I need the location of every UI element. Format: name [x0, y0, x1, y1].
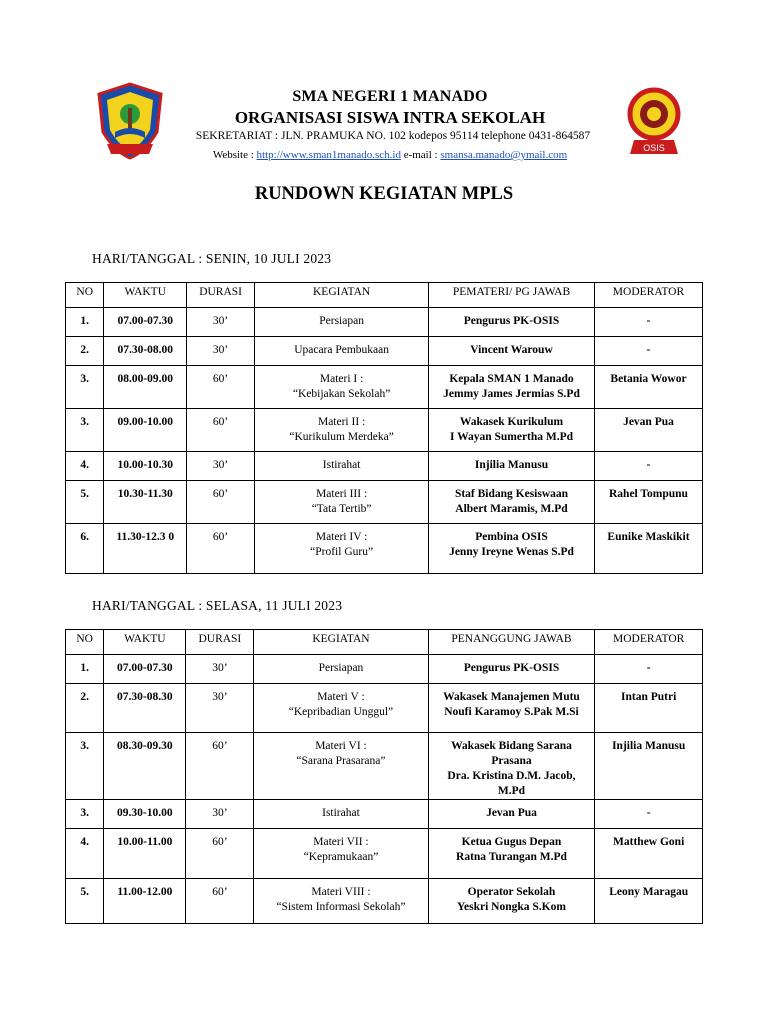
cell-waktu: 10.00-10.30 [104, 452, 187, 481]
cell-kegiatan [255, 308, 429, 337]
cell-waktu: 07.00-07.30 [104, 308, 187, 337]
cell-moderator: Rahel Tompunu [594, 481, 702, 524]
cell-kegiatan-line: Materi VIII : [311, 886, 371, 898]
cell-kegiatan-line: Upacara Pembukaan [294, 344, 390, 356]
cell-kegiatan [255, 481, 429, 524]
cell-pemateri [429, 308, 595, 337]
secretariat-address: SEKRETARIAT : JLN. PRAMUKA NO. 102 kodepos 95114 telephone 0431-864587 [195, 130, 591, 142]
cell-pemateri-line: I Wayan Sumertha M.Pd [449, 431, 574, 443]
cell-pemateri [429, 524, 595, 574]
cell-moderator: Betania Wowor [594, 366, 702, 409]
cell-pemateri [428, 684, 595, 733]
cell-durasi: 60’ [187, 481, 255, 524]
cell-pemateri [429, 366, 595, 409]
day1-rundown-table [65, 282, 703, 574]
table-row [66, 800, 703, 829]
cell-no: 3. [66, 366, 104, 409]
cell-kegiatan-line: “Sistem Informasi Sekolah” [276, 901, 406, 913]
cell-durasi: 30’ [187, 308, 255, 337]
cell-durasi: 60’ [186, 829, 254, 879]
cell-kegiatan-line: Materi IV : [315, 531, 368, 543]
cell-no: 4. [66, 452, 104, 481]
table-row [66, 308, 703, 337]
cell-no: 1. [66, 308, 104, 337]
cell-durasi: 60’ [186, 733, 254, 800]
cell-no: 5. [66, 879, 104, 924]
cell-durasi: 60’ [187, 409, 255, 452]
table-row [66, 655, 703, 684]
cell-kegiatan-line: “Profil Guru” [310, 546, 374, 558]
table-row [66, 366, 703, 409]
cell-waktu: 10.00-11.00 [104, 829, 186, 879]
cell-durasi: 30’ [186, 684, 254, 733]
cell-no: 3. [66, 733, 104, 800]
day2-rundown-table [65, 629, 703, 924]
table-row [66, 684, 703, 733]
cell-kegiatan [255, 409, 429, 452]
osis-logo-icon [626, 86, 682, 160]
cell-waktu: 10.30-11.30 [104, 481, 187, 524]
day1-heading: HARI/TANGGAL : SENIN, 10 JULI 2023 [92, 251, 332, 266]
cell-pemateri-line: Pengurus PK-OSIS [463, 315, 560, 327]
cell-kegiatan [254, 655, 428, 684]
day2-heading: HARI/TANGGAL : SELASA, 11 JULI 2023 [92, 598, 343, 613]
table-row [66, 409, 703, 452]
contact-line [160, 149, 620, 161]
cell-kegiatan [254, 829, 428, 879]
cell-pemateri-line: M.Pd [497, 785, 526, 797]
table-row [66, 879, 703, 924]
table-row [66, 829, 703, 879]
cell-kegiatan-line: Materi VII : [313, 836, 369, 848]
cell-waktu: 09.30-10.00 [104, 800, 186, 829]
cell-no: 5. [66, 481, 104, 524]
cell-no: 2. [66, 684, 104, 733]
cell-pemateri-line: Yeskri Nongka S.Kom [456, 901, 566, 913]
document-title: RUNDOWN KEGIATAN MPLS [254, 184, 514, 204]
cell-kegiatan-line: “Tata Tertib” [311, 503, 372, 515]
table-row [66, 452, 703, 481]
cell-pemateri-line: Vincent Warouw [470, 344, 553, 356]
col-kegiatan-header: KEGIATAN [255, 283, 429, 308]
cell-moderator: Jevan Pua [594, 409, 702, 452]
cell-pemateri-line: Pengurus PK-OSIS [463, 662, 560, 674]
cell-moderator: - [594, 337, 702, 366]
cell-pemateri-line: Wakasek Kurikulum [459, 416, 564, 428]
cell-waktu: 09.00-10.00 [104, 409, 187, 452]
cell-pemateri-line: Jevan Pua [486, 807, 537, 819]
cell-moderator: - [594, 452, 702, 481]
cell-moderator: Matthew Goni [595, 829, 703, 879]
cell-moderator: - [595, 800, 703, 829]
cell-pemateri-line: Jenny Ireyne Wenas S.Pd [449, 546, 574, 558]
cell-durasi: 30’ [187, 337, 255, 366]
cell-pemateri-line: Kepala SMAN 1 Manado [449, 373, 574, 385]
cell-moderator: Eunike Maskikit [594, 524, 702, 574]
cell-pemateri-line: Operator Sekolah [467, 886, 556, 898]
cell-durasi: 30’ [186, 655, 254, 684]
cell-kegiatan-line: Materi II : [317, 416, 366, 428]
cell-pemateri-line: Wakasek Bidang Sarana [451, 740, 572, 752]
cell-pemateri [429, 452, 595, 481]
cell-pemateri-line: Dra. Kristina D.M. Jacob, [447, 770, 576, 782]
table-row [66, 481, 703, 524]
cell-no: 6. [66, 524, 104, 574]
cell-waktu: 08.00-09.00 [104, 366, 187, 409]
svg-text:OSIS: OSIS [643, 143, 665, 153]
cell-kegiatan [254, 733, 428, 800]
cell-durasi: 60’ [186, 879, 254, 924]
cell-kegiatan-line: “Kurikulum Merdeka” [289, 431, 394, 443]
col-pemateri-header: PEMATERI/ PG JAWAB [429, 283, 595, 308]
col-pemateri-header: PENANGGUNG JAWAB [428, 630, 595, 655]
cell-moderator: Leony Maragau [595, 879, 703, 924]
cell-kegiatan [255, 524, 429, 574]
cell-moderator: Intan Putri [595, 684, 703, 733]
col-moderator-header: MODERATOR [594, 283, 702, 308]
cell-kegiatan-line: “Kepribadian Unggul” [288, 706, 394, 718]
website-label: Website : [212, 149, 257, 161]
cell-pemateri-line: Wakasek Manajemen Mutu [443, 691, 580, 703]
cell-waktu: 07.00-07.30 [104, 655, 186, 684]
email-link[interactable]: smansa.manado@ymail.com [440, 149, 568, 161]
cell-kegiatan-line: Materi III : [316, 488, 368, 500]
col-moderator-header: MODERATOR [595, 630, 703, 655]
cell-kegiatan-line: “Sarana Prasarana” [296, 755, 386, 767]
cell-kegiatan [255, 452, 429, 481]
cell-kegiatan-line: Persiapan [319, 315, 364, 327]
cell-kegiatan [254, 879, 428, 924]
cell-pemateri [428, 879, 595, 924]
cell-kegiatan [254, 684, 428, 733]
cell-pemateri-line: Ketua Gugus Depan [461, 836, 562, 848]
cell-no: 3. [66, 800, 104, 829]
cell-pemateri [428, 655, 595, 684]
cell-kegiatan [254, 800, 428, 829]
cell-pemateri [429, 409, 595, 452]
cell-pemateri-line: Pembina OSIS [475, 531, 548, 543]
cell-moderator: - [595, 655, 703, 684]
cell-durasi: 60’ [187, 524, 255, 574]
school-name: SMA NEGERI 1 MANADO [292, 88, 488, 105]
cell-no: 2. [66, 337, 104, 366]
cell-durasi: 30’ [186, 800, 254, 829]
cell-moderator: - [594, 308, 702, 337]
cell-kegiatan-line: Materi V : [317, 691, 365, 703]
cell-no: 3. [66, 409, 104, 452]
table-row [66, 524, 703, 574]
cell-moderator: Injilia Manusu [595, 733, 703, 800]
table-header-row [66, 283, 703, 308]
cell-no: 1. [66, 655, 104, 684]
website-link[interactable]: http://www.sman1manado.sch.id [256, 149, 401, 161]
cell-durasi: 60’ [187, 366, 255, 409]
cell-pemateri-line: Staf Bidang Kesiswaan [454, 488, 569, 500]
cell-pemateri [429, 337, 595, 366]
cell-pemateri-line: Injilia Manusu [474, 459, 549, 471]
cell-pemateri-line: Noufi Karamoy S.Pak M.Si [444, 706, 579, 718]
cell-waktu: 11.30-12.3 0 [104, 524, 187, 574]
cell-pemateri-line: Jemmy James Jermias S.Pd [443, 388, 580, 400]
cell-kegiatan-line: Materi I : [319, 373, 364, 385]
table-header-row [66, 630, 703, 655]
cell-kegiatan-line: Istirahat [322, 459, 361, 471]
cell-pemateri-line: Ratna Turangan M.Pd [456, 851, 567, 863]
cell-waktu: 11.00-12.00 [104, 879, 186, 924]
cell-waktu: 07.30-08.00 [104, 337, 187, 366]
cell-pemateri-line: Prasana [491, 755, 532, 767]
cell-pemateri [429, 481, 595, 524]
cell-kegiatan-line: Materi VI : [315, 740, 367, 752]
cell-kegiatan [255, 366, 429, 409]
cell-kegiatan [255, 337, 429, 366]
cell-pemateri-line: Albert Maramis, M.Pd [455, 503, 568, 515]
cell-kegiatan-line: “Kebijakan Sekolah” [292, 388, 391, 400]
col-durasi-header: DURASI [186, 630, 254, 655]
cell-waktu: 07.30-08.30 [104, 684, 186, 733]
col-durasi-header: DURASI [187, 283, 255, 308]
dinas-pendidikan-logo-icon [95, 80, 165, 160]
cell-pemateri [428, 800, 595, 829]
cell-no: 4. [66, 829, 104, 879]
cell-kegiatan-line: “Kepramukaan” [303, 851, 379, 863]
cell-durasi: 30’ [187, 452, 255, 481]
cell-waktu: 08.30-09.30 [104, 733, 186, 800]
cell-pemateri [428, 829, 595, 879]
cell-kegiatan-line: Persiapan [318, 662, 364, 674]
col-waktu-header: WAKTU [104, 283, 187, 308]
table-row [66, 733, 703, 800]
letterhead [0, 0, 768, 170]
email-label: e-mail : [400, 149, 441, 161]
col-kegiatan-header: KEGIATAN [254, 630, 428, 655]
table-row [66, 337, 703, 366]
col-no-header: NO [66, 283, 104, 308]
cell-kegiatan-line: Istirahat [322, 807, 360, 819]
col-waktu-header: WAKTU [104, 630, 186, 655]
col-no-header: NO [66, 630, 104, 655]
organization-name: ORGANISASI SISWA INTRA SEKOLAH [234, 108, 546, 127]
cell-pemateri [428, 733, 595, 800]
